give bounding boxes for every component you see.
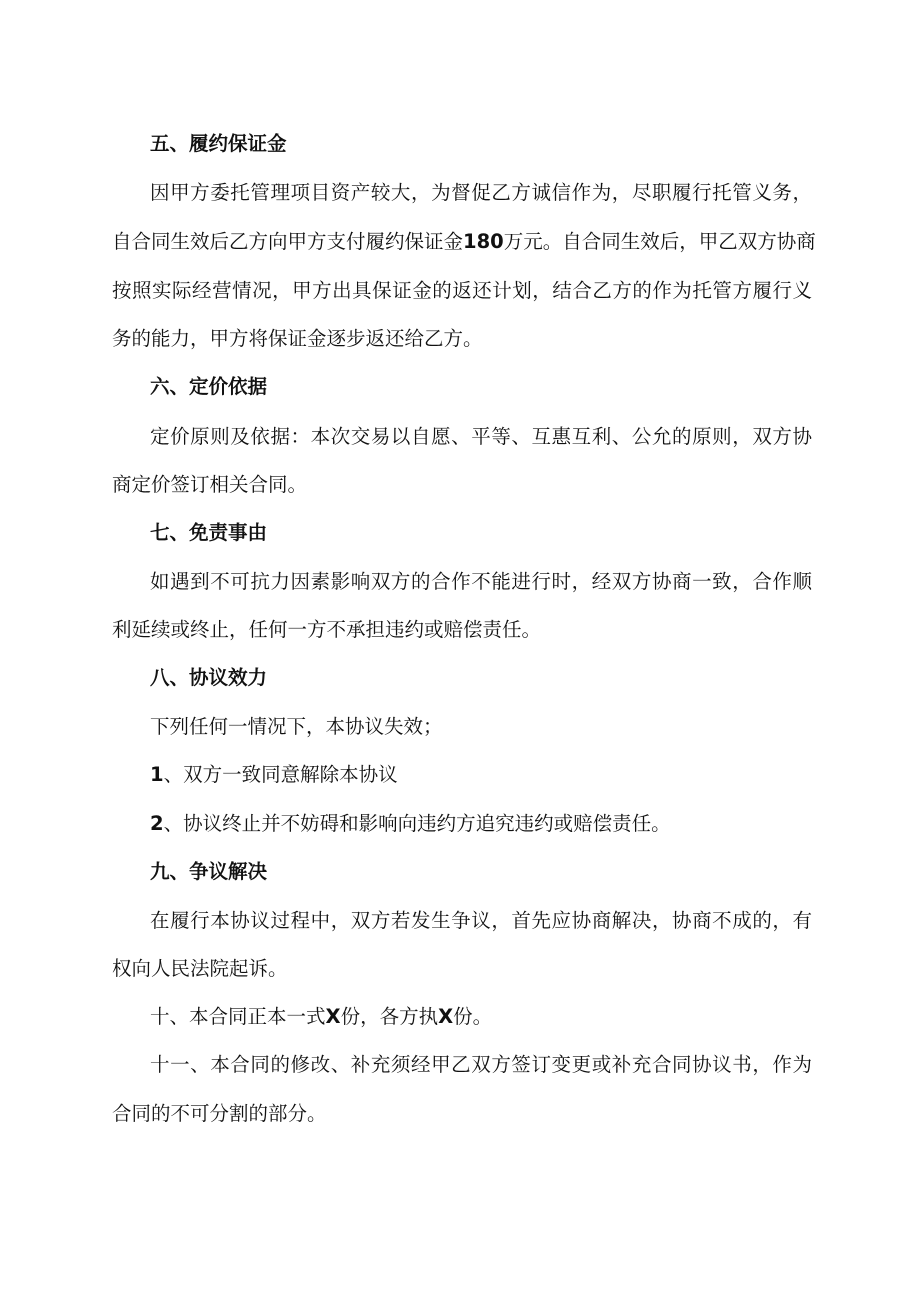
section-10-line xyxy=(150,1004,812,1030)
section-10-b: 份，各方执 xyxy=(340,1005,439,1028)
copies-total: X xyxy=(325,1005,341,1028)
section-7-title: 七、免责事由 xyxy=(150,521,268,544)
section-6-title: 六、定价依据 xyxy=(150,375,268,398)
section-7-line-1: 如遇到不可抗力因素影响双方的合作不能进行时，经双方协商一致，合作顺 xyxy=(150,570,812,593)
section-8-item-2 xyxy=(150,811,812,837)
section-10-a: 十、本合同正本一式 xyxy=(150,1005,326,1028)
section-5-line-2-c: 万元。自合同生效后，甲乙双方协商 xyxy=(503,230,816,253)
section-5-title: 五、履约保证金 xyxy=(150,132,287,155)
section-5-line-1: 因甲方委托管理项目资产较大，为督促乙方诚信作为，尽职履行托管义务， xyxy=(150,181,812,204)
section-9-title: 九、争议解决 xyxy=(150,860,268,883)
item-2-number: 2 xyxy=(150,812,164,835)
section-6-line-2: 商定价签订相关合同。 xyxy=(112,473,308,496)
section-8-item-1 xyxy=(150,762,812,788)
section-9-line-2: 权向人民法院起诉。 xyxy=(112,957,288,980)
section-5-line-3: 按照实际经营情况，甲方出具保证金的返还计划，结合乙方的作为托管方履行义 xyxy=(112,279,812,302)
section-11-line-1: 十一、本合同的修改、补充须经甲乙双方签订变更或补充合同协议书，作为 xyxy=(150,1053,812,1076)
section-10-c: 份。 xyxy=(453,1005,493,1028)
item-2-text: 、协议终止并不妨碍和影响向违约方追究违约或赔偿责任。 xyxy=(163,812,671,835)
section-8-title: 八、协议效力 xyxy=(150,666,268,689)
section-8-line-1: 下列任何一情况下，本协议失效； xyxy=(150,715,443,738)
deposit-amount: 180 xyxy=(463,230,504,253)
section-9-line-1: 在履行本协议过程中，双方若发生争议，首先应协商解决，协商不成的，有 xyxy=(150,909,812,932)
section-11-line-2: 合同的不可分割的部分。 xyxy=(112,1102,327,1125)
section-6-line-1: 定价原则及依据：本次交易以自愿、平等、互惠互利、公允的原则，双方协 xyxy=(150,425,812,448)
item-1-text: 、双方一致同意解除本协议 xyxy=(163,763,398,786)
section-5-line-2-a: 自合同生效后乙方向甲方支付履约保证金 xyxy=(112,230,464,253)
section-5-line-4: 务的能力，甲方将保证金逐步返还给乙方。 xyxy=(112,327,483,350)
section-5-line-2 xyxy=(112,229,816,255)
section-7-line-2: 利延续或终止，任何一方不承担违约或赔偿责任。 xyxy=(112,618,542,641)
item-1-number: 1 xyxy=(150,763,164,786)
copies-each: X xyxy=(438,1005,454,1028)
